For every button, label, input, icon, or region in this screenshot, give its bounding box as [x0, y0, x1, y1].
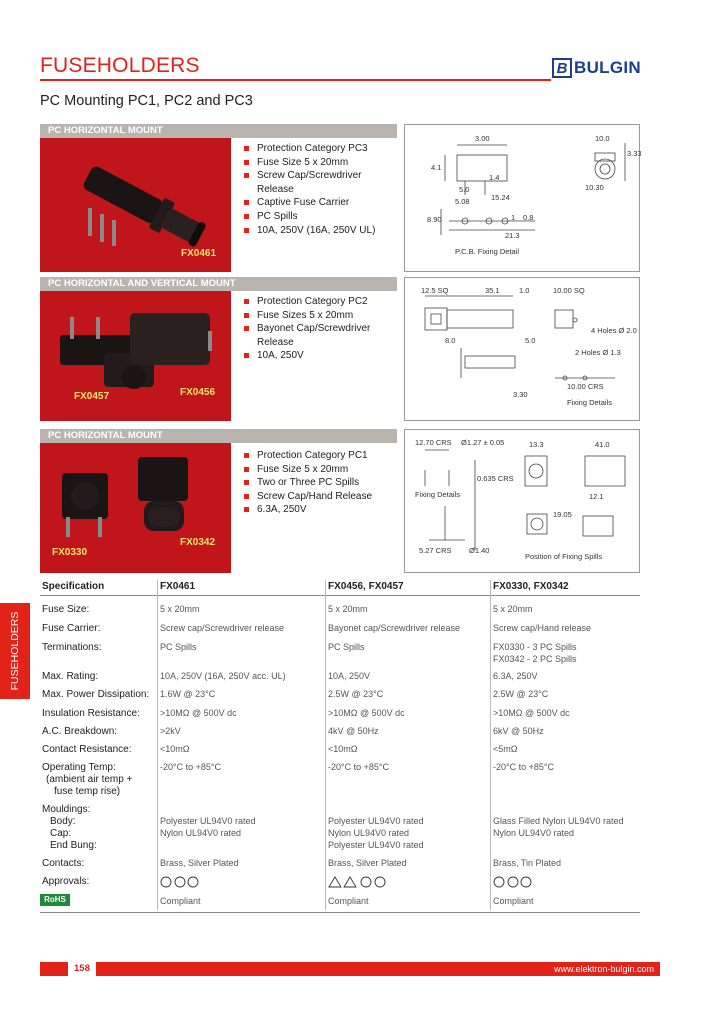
drawing-lines	[405, 125, 641, 273]
drawing-caption: P.C.B. Fixing Detail	[455, 247, 520, 256]
dim-label: 12.1	[589, 492, 604, 501]
page-subtitle: PC Mounting PC1, PC2 and PC3	[40, 93, 253, 109]
photo-label-fx0457: FX0457	[74, 391, 110, 402]
feature-item: Captive Fuse Carrier	[244, 196, 399, 210]
photo-label-fx0461: FX0461	[181, 248, 217, 259]
approval-marks-icon	[328, 876, 388, 890]
spec-table-header	[40, 580, 640, 596]
feature-item: Screw Cap/Hand Release	[244, 490, 399, 504]
product-photo-fx0456-fx0457	[40, 291, 231, 421]
fuseholder-illustration	[40, 291, 231, 421]
dim-label: Fixing Details	[415, 490, 461, 499]
dim-label: 5.0	[459, 185, 470, 194]
feature-item: Fuse Sizes 5 x 20mm	[244, 309, 399, 323]
dim-label: 3.00	[475, 134, 490, 143]
spec-header-col3: FX0330, FX0342	[493, 581, 569, 592]
feature-item: 10A, 250V	[244, 349, 399, 363]
dim-label: 1	[511, 213, 516, 222]
section-bar-3: PC HORIZONTAL MOUNT	[40, 429, 397, 443]
dimension-drawing-1	[404, 124, 640, 272]
feature-item: PC Spills	[244, 210, 399, 224]
dim-label: 3.33	[627, 149, 642, 158]
section-bar-2: PC HORIZONTAL AND VERTICAL MOUNT	[40, 277, 397, 291]
product-photo-fx0330-fx0342	[40, 443, 231, 573]
dim-label: 4 Holes Ø 2.0	[591, 326, 637, 335]
dim-label: 12.70 CRS	[415, 438, 452, 447]
dim-label: 10.0	[595, 134, 610, 143]
side-tab-label: FUSEHOLDERS	[9, 611, 21, 691]
dim-label: 12.5 SQ	[421, 286, 449, 295]
feature-item: Bayonet Cap/Screwdriver Release	[244, 322, 399, 349]
spec-header-col1: FX0461	[160, 581, 196, 592]
drawing-caption: Fixing Details	[567, 398, 613, 407]
dimension-drawing-2	[404, 277, 640, 421]
dimension-drawing-3	[404, 429, 640, 573]
website-link[interactable]: www.elektron-bulgin.com	[553, 964, 654, 974]
page-number: 158	[68, 962, 96, 976]
drawing-caption: Position of Fixing Spills	[525, 552, 603, 561]
feature-item: Fuse Size 5 x 20mm	[244, 463, 399, 477]
spec-header-col2: FX0456, FX0457	[328, 581, 404, 592]
photo-label-fx0330: FX0330	[52, 547, 88, 558]
column-divider	[490, 580, 491, 910]
dim-label: 15.24	[491, 193, 510, 202]
dim-label: 8.90	[427, 215, 442, 224]
feature-item: Protection Category PC2	[244, 295, 399, 309]
approval-marks-icon	[493, 876, 533, 890]
dim-label: 3.30	[513, 390, 528, 399]
dim-label: 8.0	[445, 336, 456, 345]
feature-item: Protection Category PC3	[244, 142, 399, 156]
dim-label: 10.00 SQ	[553, 286, 585, 295]
dim-label: Ø1.40	[469, 546, 490, 555]
section-side-tab	[0, 603, 30, 699]
dim-label: 41.0	[595, 440, 610, 449]
page-title: FUSEHOLDERS	[40, 54, 200, 77]
dim-label: 10.00 CRS	[567, 382, 604, 391]
dim-label: 4.1	[431, 163, 442, 172]
spec-header-label: Specification	[42, 581, 105, 592]
brand-name: BULGIN	[574, 58, 641, 77]
photo-label-fx0342: FX0342	[180, 537, 216, 548]
dim-label: 10.30	[585, 183, 604, 192]
feature-item: Screw Cap/Screwdriver Release	[244, 169, 399, 196]
brand-mark: B	[552, 58, 572, 78]
photo-label-fx0456: FX0456	[180, 387, 216, 398]
feature-item: 6.3A, 250V	[244, 503, 399, 517]
column-divider	[157, 580, 158, 910]
dim-label: 5.27 CRS	[419, 546, 452, 555]
feature-list-1	[244, 142, 399, 237]
dim-label: Ø1.27 ± 0.05	[461, 438, 505, 447]
brand-logo	[552, 57, 641, 79]
ul-approval-icon	[160, 876, 200, 890]
footer-bar	[40, 962, 660, 976]
dim-label: 2 Holes Ø 1.3	[575, 348, 621, 357]
dim-label: 1.4	[489, 173, 500, 182]
feature-item: Two or Three PC Spills	[244, 476, 399, 490]
feature-item: Protection Category PC1	[244, 449, 399, 463]
product-photo-fx0461	[40, 138, 231, 272]
rohs-badge: RoHS	[40, 894, 70, 906]
section-bar-1: PC HORIZONTAL MOUNT	[40, 124, 397, 138]
feature-item: 10A, 250V (16A, 250V UL)	[244, 224, 399, 238]
dim-label: 19.05	[553, 510, 572, 519]
dim-label: 0.8	[523, 213, 534, 222]
feature-item: Fuse Size 5 x 20mm	[244, 156, 399, 170]
dim-label: 0.635 CRS	[477, 474, 514, 483]
feature-list-2	[244, 295, 399, 363]
feature-list-3	[244, 449, 399, 517]
dim-label: 21.3	[505, 231, 520, 240]
dim-label: 13.3	[529, 440, 544, 449]
dim-label: 35.1	[485, 286, 500, 295]
title-rule	[40, 79, 551, 81]
dim-label: 5.08	[455, 197, 470, 206]
dim-label: 5.0	[525, 336, 536, 345]
table-bottom-rule	[40, 912, 640, 913]
column-divider	[325, 580, 326, 910]
dim-label: 1.0	[519, 286, 530, 295]
